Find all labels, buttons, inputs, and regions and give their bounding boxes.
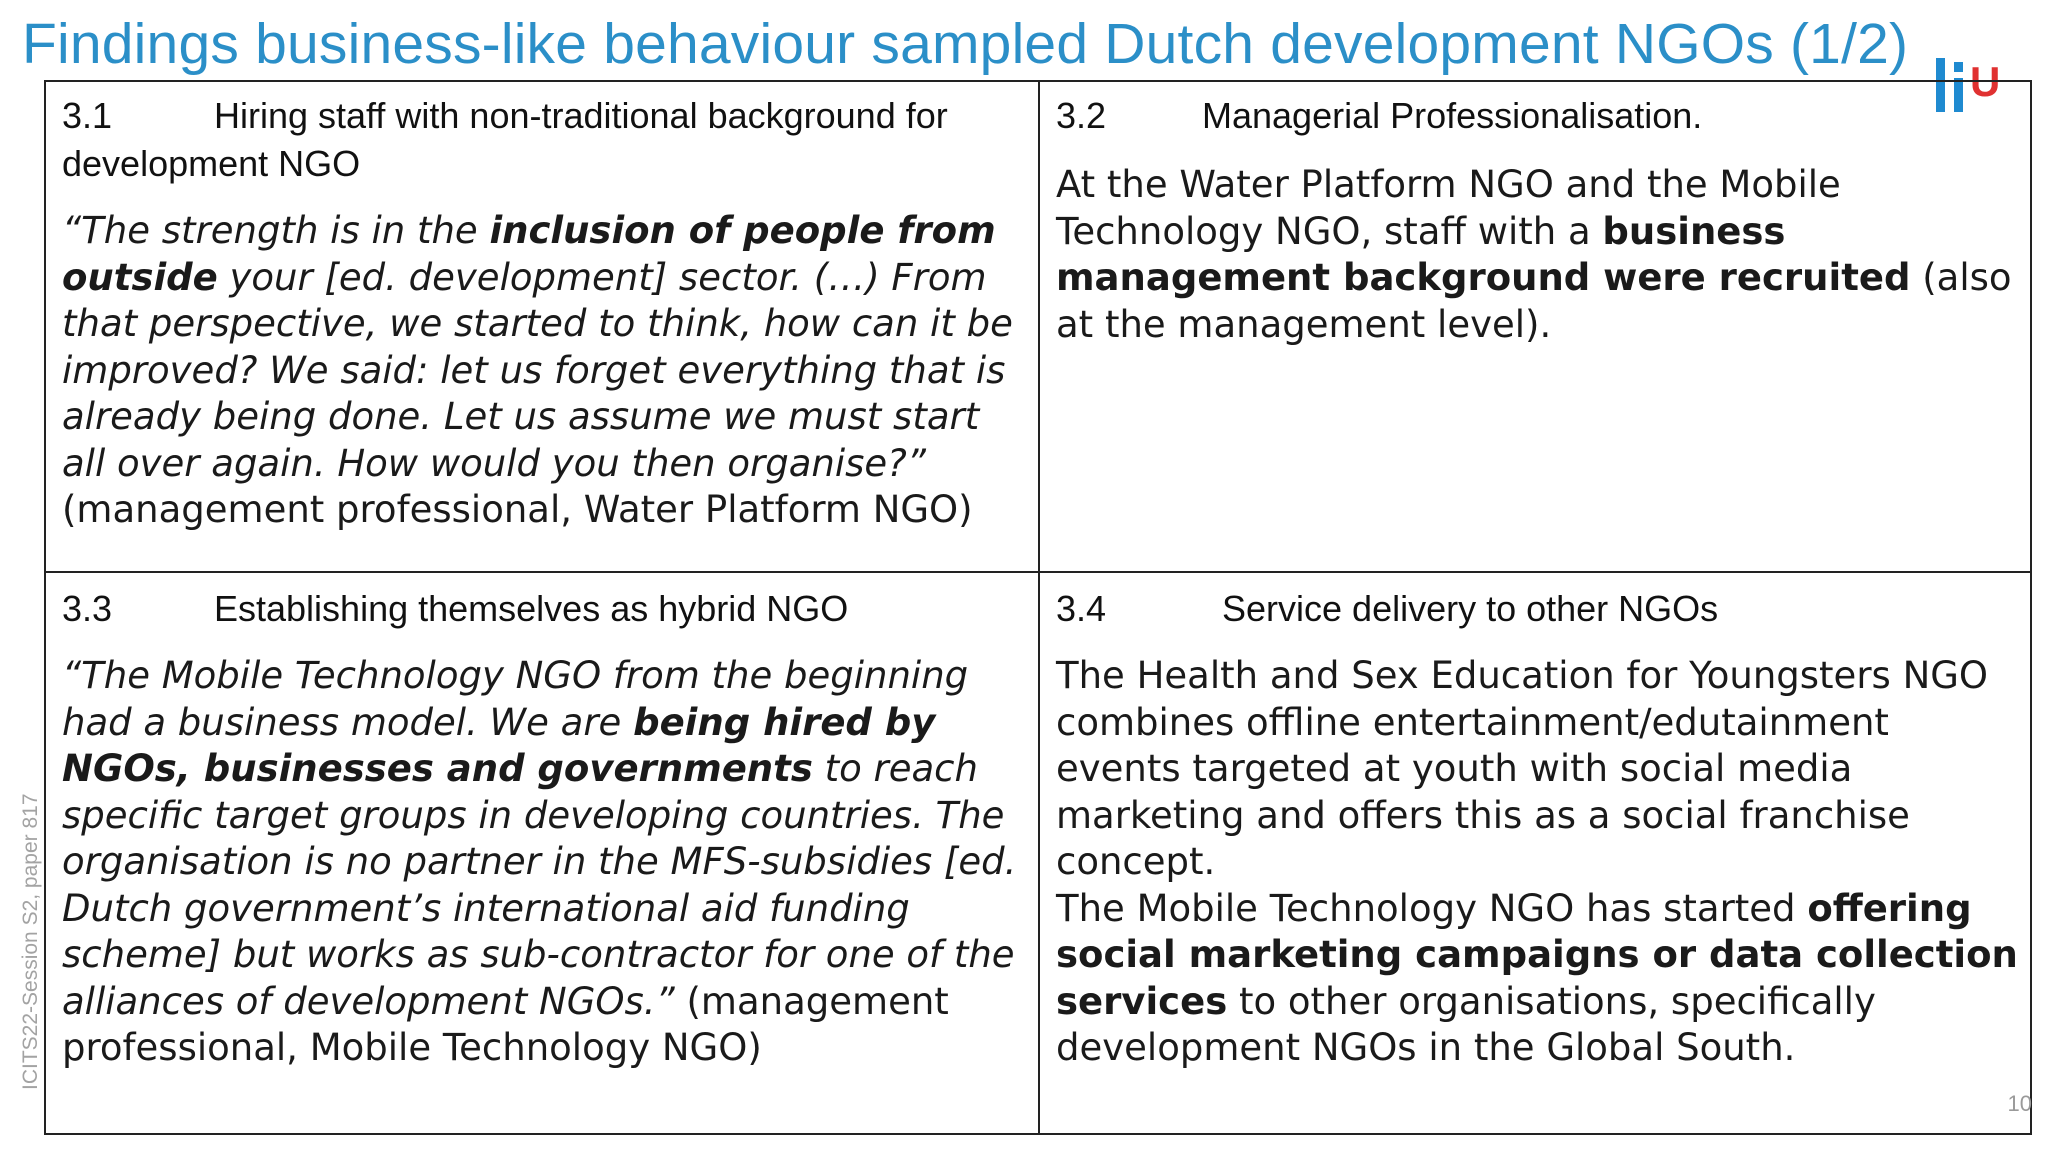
body-text: At the Water Platform NGO and the Mobile Technology NGO, staff with a bbox=[1056, 163, 1841, 253]
body-text: to other organisations, specifically development NGOs in the Global South. bbox=[1056, 979, 1876, 1069]
quote-emphasis: inclusion of people from outside bbox=[62, 209, 996, 299]
body-text: (also at the management level). bbox=[1056, 256, 2012, 346]
finding-title: Managerial Professionalisation. bbox=[1202, 95, 1703, 136]
finding-3-4 bbox=[1040, 573, 2032, 1133]
quote-source: (management professional, Water Platform NGO) bbox=[62, 488, 973, 531]
quote-source: (management professional, Mobile Technology NGO) bbox=[62, 979, 949, 1069]
body-emphasis: business management background were recruited bbox=[1056, 209, 1911, 299]
body-emphasis: offering social marketing campaigns or data collection services bbox=[1056, 886, 2018, 1023]
quote-text: “The strength is in the bbox=[62, 209, 490, 252]
finding-number: 3.3 bbox=[62, 588, 113, 629]
finding-heading bbox=[62, 92, 1028, 188]
finding-body bbox=[1056, 162, 2022, 348]
finding-number: 3.1 bbox=[62, 95, 113, 136]
slide-title: Findings business-like behaviour sampled Dutch development NGOs (1/2) bbox=[22, 12, 1909, 76]
findings-table bbox=[44, 80, 2032, 1135]
finding-heading bbox=[62, 585, 1028, 633]
finding-title-line2: development NGO bbox=[62, 143, 361, 184]
page-number: 10 bbox=[2007, 1091, 2032, 1116]
finding-heading bbox=[1056, 585, 2022, 633]
finding-heading bbox=[1056, 92, 2022, 140]
finding-3-2 bbox=[1040, 82, 2032, 573]
finding-title: Service delivery to other NGOs bbox=[1222, 588, 1719, 629]
quote-text: to reach specific target groups in developing countries. The organisation is no partner in the MFS-subsidies [ed. Dutch government’s international aid funding scheme] but works as sub-contractor for one of the alliances of development NGOs.” bbox=[62, 747, 1017, 1023]
finding-number: 3.2 bbox=[1056, 95, 1107, 136]
svg-text:U: U bbox=[1970, 58, 2001, 105]
quote-text: “The Mobile Technology NGO from the beginning had a business model. We are bbox=[62, 654, 969, 744]
finding-body bbox=[1056, 653, 2022, 1072]
finding-title: Establishing themselves as hybrid NGO bbox=[214, 588, 849, 629]
finding-body bbox=[62, 208, 1028, 534]
finding-body bbox=[62, 653, 1028, 1072]
side-note: ICITS22-Session S2, paper 817 bbox=[19, 793, 42, 1090]
finding-number: 3.4 bbox=[1056, 588, 1107, 629]
finding-3-1 bbox=[46, 82, 1040, 573]
body-text: The Mobile Technology NGO has started bbox=[1056, 886, 1808, 930]
body-paragraph bbox=[1056, 886, 2022, 1072]
finding-3-3 bbox=[46, 573, 1040, 1133]
finding-title: Hiring staff with non-traditional background for bbox=[214, 95, 948, 136]
body-paragraph: The Health and Sex Education for Youngsters NGO combines offline entertainment/edutainment events targeted at youth with social media marketing and offers this as a social franchise concept. bbox=[1056, 654, 1989, 883]
quote-emphasis: being hired by NGOs, businesses and governments bbox=[62, 700, 936, 790]
quote-text: your [ed. development] sector. (…) From that perspective, we started to think, how can it be improved? We said: let us forget everything that is already being done. Let us assume we must start all over again. How would you then organise?” bbox=[62, 255, 1013, 485]
